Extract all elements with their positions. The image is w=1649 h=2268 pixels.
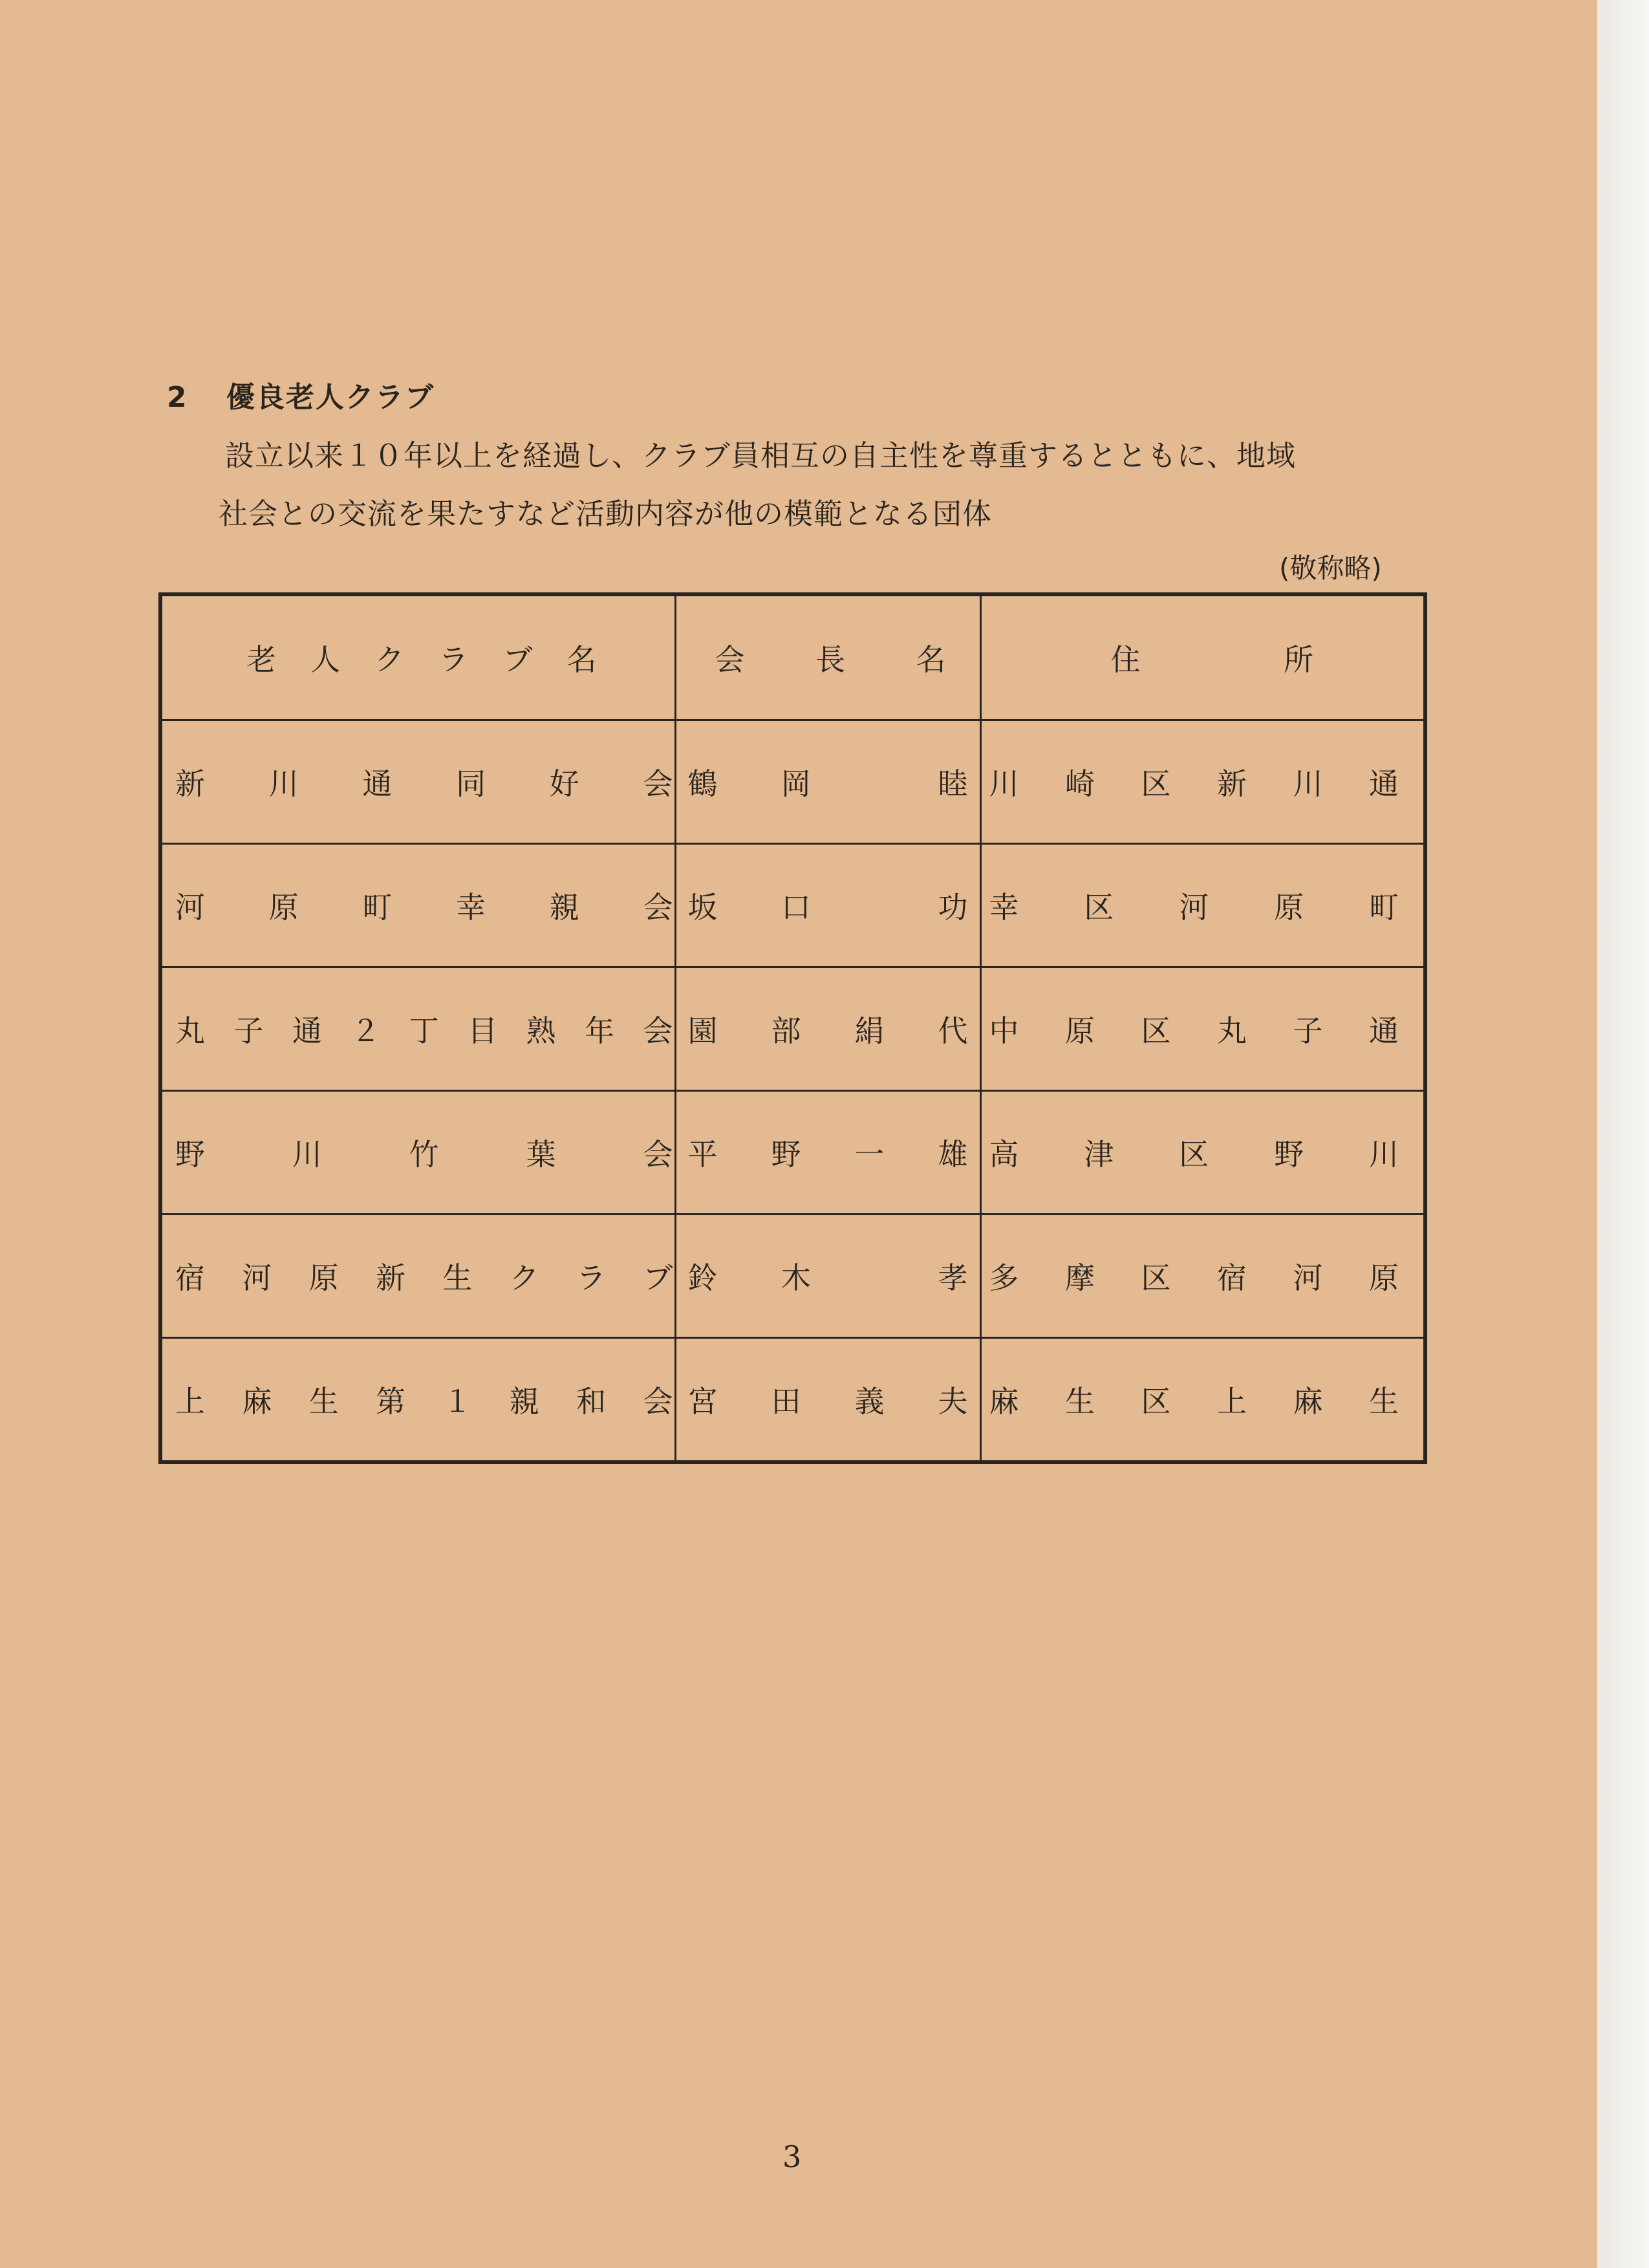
page-edge <box>1597 0 1649 2268</box>
address-cell <box>980 1338 1425 1463</box>
address-cell <box>980 1215 1425 1338</box>
table-char: 所 <box>1284 642 1313 677</box>
header-address <box>980 594 1425 720</box>
table-char: 川 <box>989 766 1019 801</box>
table-char: 区 <box>1141 766 1171 801</box>
table-char: 丸 <box>175 1013 205 1048</box>
table-char: 町 <box>1369 890 1399 925</box>
table-char: 木 <box>781 1260 811 1295</box>
table-char: ラ <box>576 1260 607 1295</box>
table-char: 原 <box>268 890 299 925</box>
table-char: 田 <box>771 1384 801 1419</box>
table-char: 崎 <box>1065 766 1095 801</box>
table-row <box>160 967 1425 1091</box>
table-char: 原 <box>1274 890 1304 925</box>
table-char: ラ <box>438 642 469 677</box>
table-char: 中 <box>989 1013 1019 1048</box>
table-char: 生 <box>1369 1384 1399 1419</box>
description-line-2: 社会との交流を果たすなど活動内容が他の模範となる団体 <box>219 497 993 531</box>
table-char: 口 <box>781 890 811 925</box>
table-char: 住 <box>1110 642 1141 677</box>
table-char: 幸 <box>456 890 486 925</box>
table-char: 夫 <box>938 1384 968 1419</box>
table-char: 鶴 <box>687 766 718 801</box>
table-char: 生 <box>442 1260 473 1295</box>
table-char: 宿 <box>175 1260 205 1295</box>
table-char: 川 <box>1369 1137 1399 1172</box>
table-char: 町 <box>362 890 393 925</box>
table-char: 目 <box>468 1013 498 1048</box>
table-char: 川 <box>1293 766 1323 801</box>
description-line-1: 設立以来１０年以上を経過し、クラブ員相互の自主性を尊重するとともに、地域 <box>225 438 1297 473</box>
address-cell <box>980 1091 1425 1215</box>
address-cell <box>980 720 1425 844</box>
table-char: 竹 <box>409 1137 439 1172</box>
table-char: 新 <box>376 1260 406 1295</box>
table-char: 会 <box>643 1013 673 1048</box>
table-char: 丁 <box>409 1013 439 1048</box>
table-char: 区 <box>1141 1384 1171 1419</box>
table-char: ブ <box>502 642 533 677</box>
table-char: 代 <box>938 1013 968 1048</box>
table-char: 好 <box>549 766 579 801</box>
table-char: 会 <box>643 766 673 801</box>
table-char: 名 <box>566 642 597 677</box>
table-char: 鈴 <box>687 1260 718 1295</box>
page-number: 3 <box>782 2139 802 2174</box>
table-char: 親 <box>549 890 579 925</box>
chair-name-cell <box>675 844 980 967</box>
club-name-cell <box>160 1338 675 1463</box>
table-char: 河 <box>242 1260 272 1295</box>
table-char: 上 <box>1217 1384 1247 1419</box>
table-header-row <box>160 594 1425 720</box>
table-char: 義 <box>854 1384 885 1419</box>
table-char: 一 <box>854 1137 885 1172</box>
table-char: 野 <box>771 1137 801 1172</box>
table-char: 津 <box>1084 1137 1114 1172</box>
address-cell <box>980 844 1425 967</box>
table-char: 会 <box>643 1384 673 1419</box>
table-char: 長 <box>815 642 845 677</box>
table-row <box>160 1338 1425 1463</box>
table-row <box>160 720 1425 844</box>
table-char: 雄 <box>938 1137 968 1172</box>
table-char: 河 <box>175 890 205 925</box>
table-char: 葉 <box>526 1137 556 1172</box>
table-char: 幸 <box>989 890 1019 925</box>
table-char: 同 <box>456 766 486 801</box>
table-char: 川 <box>292 1137 322 1172</box>
table-char: 河 <box>1179 890 1209 925</box>
table-char: 睦 <box>938 766 968 801</box>
table-char: 平 <box>687 1137 718 1172</box>
table-char: ク <box>374 642 405 677</box>
table-char: ク <box>509 1260 539 1295</box>
table-char: 園 <box>687 1013 718 1048</box>
table-char: 多 <box>989 1260 1019 1295</box>
table-char: ２ <box>350 1013 381 1048</box>
table-char: 老 <box>246 642 276 677</box>
table-char: 通 <box>362 766 393 801</box>
club-table <box>158 592 1427 1464</box>
table-char: 絹 <box>854 1013 885 1048</box>
chair-name-cell <box>675 1215 980 1338</box>
club-name-cell <box>160 844 675 967</box>
table-char: 親 <box>509 1384 539 1419</box>
section-title: 優良老人クラブ <box>226 381 435 414</box>
table-char: 区 <box>1084 890 1114 925</box>
table-char: 会 <box>643 890 673 925</box>
table-char: ブ <box>643 1260 673 1295</box>
club-name-cell <box>160 720 675 844</box>
table-char: 生 <box>1065 1384 1095 1419</box>
table-char: 部 <box>771 1013 801 1048</box>
header-club-name <box>160 594 675 720</box>
table-char: 区 <box>1141 1013 1171 1048</box>
table-char: 年 <box>585 1013 615 1048</box>
club-table-wrapper <box>158 592 1423 1459</box>
table-char: 功 <box>938 890 968 925</box>
table-char: 和 <box>576 1384 607 1419</box>
table-char: １ <box>442 1384 473 1419</box>
club-name-cell <box>160 1091 675 1215</box>
table-char: 通 <box>292 1013 322 1048</box>
table-char: 通 <box>1369 1013 1399 1048</box>
club-name-cell <box>160 1215 675 1338</box>
club-name-cell <box>160 967 675 1091</box>
table-char: 高 <box>989 1137 1019 1172</box>
table-char: 新 <box>1217 766 1247 801</box>
table-char: 野 <box>1274 1137 1304 1172</box>
table-char: 会 <box>643 1137 673 1172</box>
table-char: 摩 <box>1065 1260 1095 1295</box>
table-char: 区 <box>1141 1260 1171 1295</box>
honorific-note: (敬称略) <box>1279 552 1382 584</box>
table-char: 名 <box>916 642 946 677</box>
table-char: 人 <box>310 642 341 677</box>
table-char: 熟 <box>526 1013 556 1048</box>
table-char: 原 <box>1065 1013 1095 1048</box>
table-char: 麻 <box>1293 1384 1323 1419</box>
table-char: 通 <box>1369 766 1399 801</box>
table-char: 原 <box>1369 1260 1399 1295</box>
table-char: 原 <box>308 1260 339 1295</box>
table-char: 会 <box>715 642 745 677</box>
table-char: 子 <box>1293 1013 1323 1048</box>
table-row <box>160 1215 1425 1338</box>
table-char: 孝 <box>938 1260 968 1295</box>
section-number: 2 <box>167 381 188 414</box>
chair-name-cell <box>675 967 980 1091</box>
chair-name-cell <box>675 720 980 844</box>
table-char: 子 <box>233 1013 264 1048</box>
table-row <box>160 1091 1425 1215</box>
header-chair-name <box>675 594 980 720</box>
table-char: 上 <box>175 1384 205 1419</box>
table-char: 麻 <box>242 1384 272 1419</box>
table-row <box>160 844 1425 967</box>
address-cell <box>980 967 1425 1091</box>
table-char: 宮 <box>687 1384 718 1419</box>
table-char: 河 <box>1293 1260 1323 1295</box>
table-char: 第 <box>376 1384 406 1419</box>
table-char: 新 <box>175 766 205 801</box>
chair-name-cell <box>675 1091 980 1215</box>
table-char: 生 <box>308 1384 339 1419</box>
table-char: 野 <box>175 1137 205 1172</box>
table-char: 川 <box>268 766 299 801</box>
chair-name-cell <box>675 1338 980 1463</box>
table-char: 岡 <box>781 766 811 801</box>
table-char: 麻 <box>989 1384 1019 1419</box>
table-char: 坂 <box>687 890 718 925</box>
table-char: 丸 <box>1217 1013 1247 1048</box>
section-heading <box>167 374 435 415</box>
table-char: 宿 <box>1217 1260 1247 1295</box>
table-char: 区 <box>1179 1137 1209 1172</box>
